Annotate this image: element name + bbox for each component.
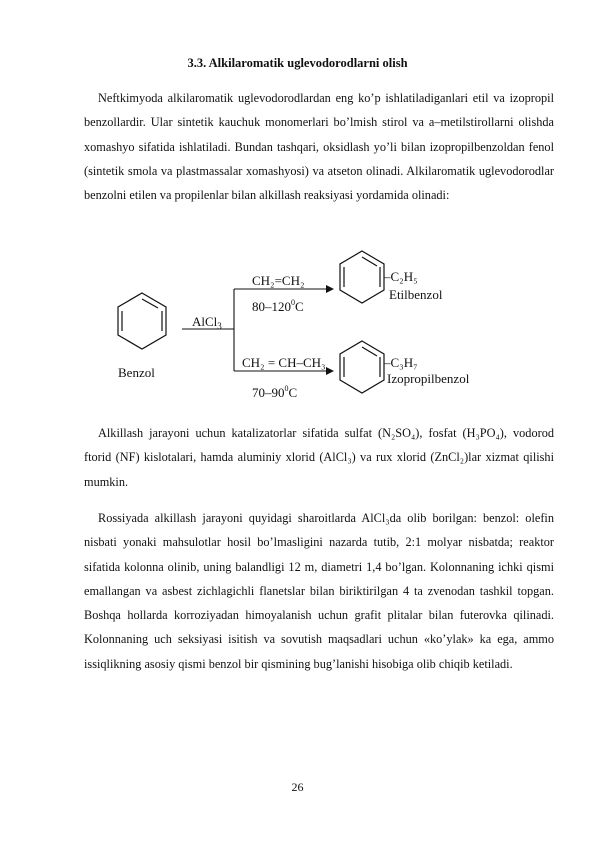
isopropylbenzene-label: Izopropilbenzol — [387, 371, 470, 386]
ethyl-substituent: –C₂H₅ — [384, 269, 418, 284]
paragraph-catalysts: Alkillash jarayoni uchun katalizatorlar sifatida sulfat (N₂SO₄), fosfat (H₃PO₄), vodorod ftorid (NF) kislotalari, hamda aluminiy xlorid (AlCl₃) va rux xlorid (ZnCl₂)lar xizmat qilishi mumkin. — [84, 426, 554, 489]
paragraph-conditions: Rossiyada alkillash jarayoni quyidagi sharoitlarda AlCl₃da olib borilgan: benzol: olefin nisbati yonaki mahsulotlar hosil bo’lmasligini nazarda tutib, 2:1 molyar nisbatda; reaktor sifatida kolonna olinib, uning balandligi 12 m, diametri 1,4 bo’lgan. Kolonnaning ichki qismi emallangan va asbest zichlagichli flanetslar bilan biriktirilgan 4 ta zvenodan tashkil topgan. Boshqa hollarda korroziyadan himoyalanish uchun grafit plitalar bilan futerovka qilinadi. Kolonnaning uch seksiyasi isitish va sovutish maqsadlari uchun «ko’ylak» ka ega, ammo issiqlikning asosiy qismi benzol bir qismining bug’lanishi hisobiga olib chiqib ketiladi. — [84, 511, 554, 671]
benzene-ring-ethylbenzene — [340, 251, 384, 303]
ethylbenzene-label: Etilbenzol — [389, 287, 443, 302]
lower-arrowhead — [326, 367, 334, 375]
benzene-ring-reactant — [118, 293, 166, 349]
upper-condition: $80-120^0C$ — [252, 298, 304, 314]
lower-reagent: CH₂ = CH–CH₃ — [242, 355, 326, 370]
paragraph-intro: Neftkimyoda alkilaromatik uglevodorodlardan eng ko’p ishlatiladiganlari etil va izopropil benzollardir. Ular sintetik kauchuk monomerlari bo’lmish stirol va a–metilstirollarni olishda xomashyo sifatida ishlatiladi. Bundan tashqari, oksidlash yo’li bilan izopropilbenzoldan fenol (sintetik smola va plastmassalar xomashyosi) va atseton olinadi. Alkilaromatik uglevodorodlar benzolni etilen va propilenlar bilan alkillash reaksiyasi yordamida olinadi: — [84, 91, 554, 203]
upper-arrowhead — [326, 285, 334, 293]
catalyst-label: AlCl$_3$ — [192, 314, 222, 331]
benzene-ring-isopropylbenzene — [340, 341, 384, 393]
propyl-substituent: –C₃H₇ — [384, 355, 418, 370]
page-number: 26 — [291, 780, 304, 794]
section-title: 3.3. Alkilaromatik uglevodorodlarni olish — [187, 56, 408, 70]
alkylation-reaction-scheme — [84, 245, 554, 415]
lower-condition: $70-90^0C$ — [252, 384, 298, 400]
upper-reagent: CH₂=CH₂ — [252, 273, 305, 288]
benzol-label: Benzol — [118, 365, 155, 380]
